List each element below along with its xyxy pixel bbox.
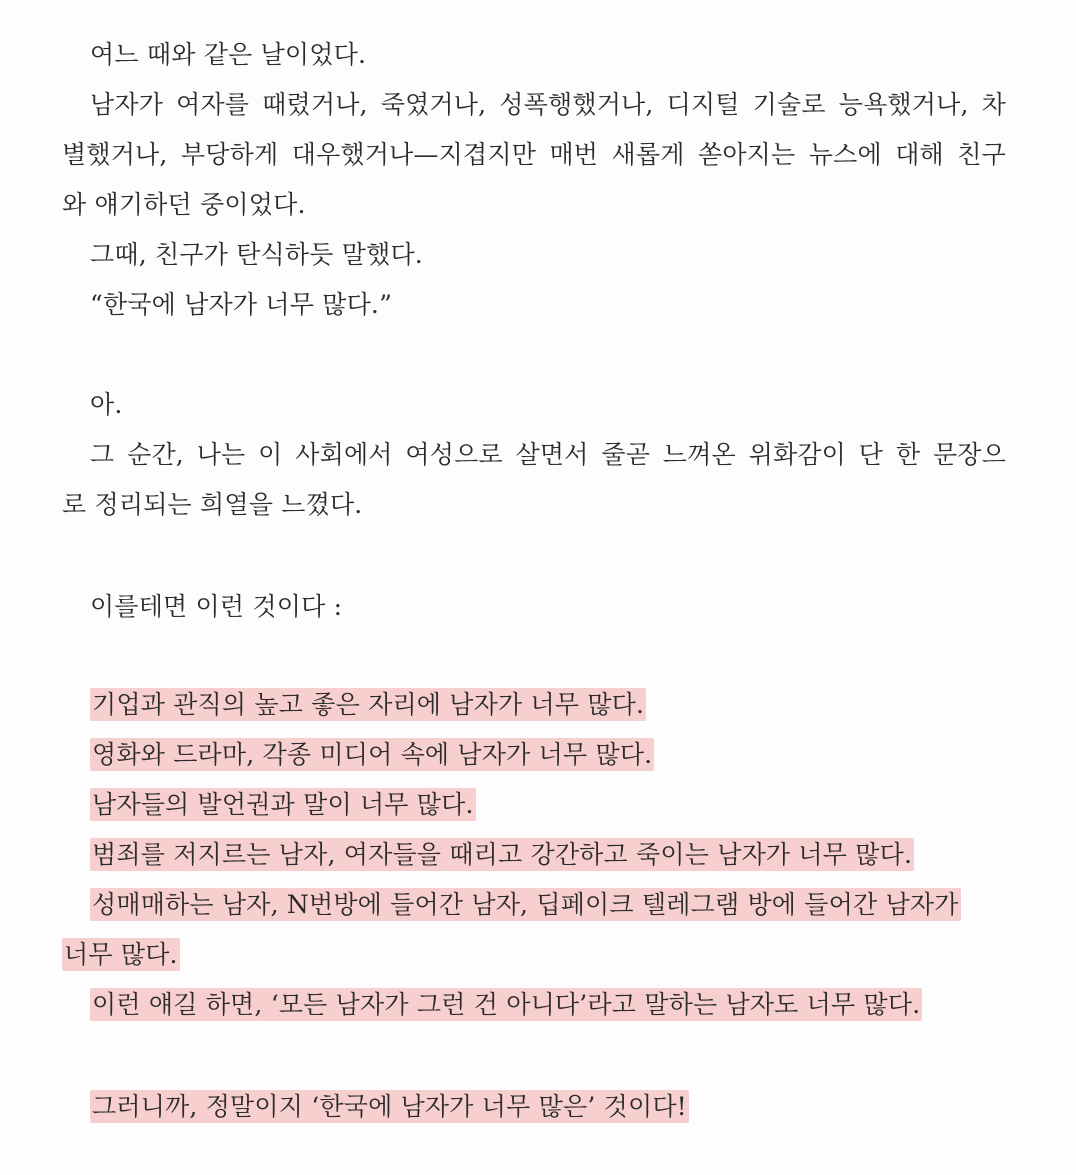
paragraph-line (90, 80, 1006, 130)
paragraph-text: 여느 때와 같은 날이었다. (90, 40, 367, 69)
quote-text: “한국에 남자가 너무 많다.” (90, 290, 393, 319)
paragraph-line (62, 130, 1006, 180)
highlighted-line (62, 930, 180, 980)
highlighted-line (90, 780, 476, 830)
highlighted-line (90, 680, 646, 730)
quote-line (90, 280, 392, 330)
highlighted-text: 이런 얘길 하면, ‘모든 남자가 그런 건 아니다’라고 말하는 남자도 너무 많다. (92, 990, 921, 1019)
paragraph-text: 별했거나, 부당하게 대우했거나—지겹지만 매번 새롭게 쏟아지는 뉴스에 대해 친구 (62, 140, 1006, 169)
paragraph-text: 와 얘기하던 중이었다. (62, 190, 306, 219)
highlighted-text: 너무 많다. (64, 940, 178, 969)
paragraph-text: 이를테면 이런 것이다 : (90, 592, 343, 621)
highlighted-text: 영화와 드라마, 각종 미디어 속에 남자가 너무 많다. (92, 740, 653, 769)
paragraph-line (90, 430, 1006, 480)
highlighted-line (90, 980, 922, 1030)
paragraph-line (90, 230, 423, 280)
highlighted-text: 성매매하는 남자, N번방에 들어간 남자, 딥페이크 텔레그램 방에 들어간 남자가 (92, 890, 959, 919)
highlighted-line (90, 730, 654, 780)
paragraph-text: 로 정리되는 희열을 느꼈다. (62, 490, 363, 519)
paragraph-text: 그 순간, 나는 이 사회에서 여성으로 살면서 줄곧 느껴온 위화감이 단 한 문장으 (90, 440, 1006, 469)
highlighted-line (90, 830, 914, 880)
highlighted-line (90, 1082, 689, 1132)
paragraph-line (90, 380, 123, 430)
paragraph-text: 남자가 여자를 때렸거나, 죽였거나, 성폭행했거나, 디지털 기술로 능욕했거나, 차 (90, 90, 1006, 119)
highlighted-text: 그러니까, 정말이지 ‘한국에 남자가 너무 많은’ 것이다! (92, 1092, 687, 1121)
highlighted-text: 기업과 관직의 높고 좋은 자리에 남자가 너무 많다. (92, 690, 645, 719)
paragraph-line (90, 30, 366, 80)
highlighted-text: 범죄를 저지르는 남자, 여자들을 때리고 강간하고 죽이는 남자가 너무 많다. (92, 840, 913, 869)
paragraph-line (62, 180, 306, 230)
paragraph-text: 그때, 친구가 탄식하듯 말했다. (90, 240, 423, 269)
paragraph-text: 아. (90, 390, 123, 419)
highlighted-line (90, 880, 961, 930)
paragraph-line (62, 480, 362, 530)
highlighted-text: 남자들의 발언권과 말이 너무 많다. (92, 790, 474, 819)
paragraph-line (90, 582, 342, 632)
